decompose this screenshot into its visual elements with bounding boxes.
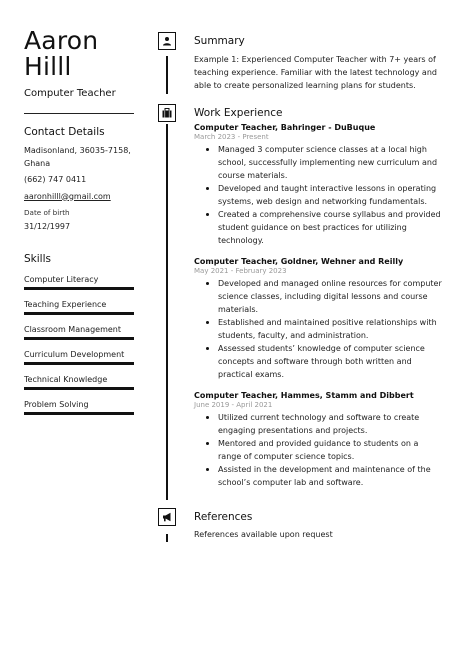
job-bullet: Assessed students’ knowledge of computer science concepts and software through both written and practical exams. [194, 342, 444, 381]
job-dates: June 2019 - April 2021 [194, 401, 273, 409]
job-bullets [194, 277, 444, 381]
left-column [24, 28, 136, 425]
skill-item [24, 350, 136, 365]
skill-label: Problem Solving [24, 400, 89, 409]
job-bullet: Developed and taught interactive lessons in operating systems, web design and networking fundamentals. [194, 182, 444, 208]
first-name: Aaron [24, 26, 99, 55]
skill-label: Classroom Management [24, 325, 121, 334]
skill-bar [24, 362, 134, 365]
job-bullets [194, 411, 444, 489]
skill-label: Teaching Experience [24, 300, 107, 309]
contact-heading: Contact Details [24, 126, 105, 138]
job-bullet: Assisted in the development and maintenance of the school’s computer lab and software. [194, 463, 444, 489]
references-heading: References [194, 511, 253, 523]
skill-item [24, 300, 136, 315]
skill-bar [24, 412, 134, 415]
divider [24, 113, 134, 114]
email-link[interactable]: aaronhilll@gmail.com [24, 191, 111, 201]
job-bullet: Mentored and provided guidance to students on a range of computer science topics. [194, 437, 444, 463]
skill-bar [24, 387, 134, 390]
job-entry [194, 257, 444, 381]
summary-heading: Summary [194, 35, 245, 47]
summary-section [194, 35, 444, 92]
references-section [194, 511, 444, 541]
job-title: Computer Teacher, Goldner, Wehner and Reilly [194, 257, 404, 266]
experience-section [194, 107, 444, 489]
skill-item [24, 325, 136, 340]
job-entry [194, 123, 444, 247]
job-bullet: Managed 3 computer science classes at a local high school, successfully implementing new curriculum and course materials. [194, 143, 444, 182]
skills-heading: Skills [24, 253, 51, 265]
job-entry [194, 391, 444, 489]
skill-bar [24, 287, 134, 290]
experience-heading: Work Experience [194, 107, 283, 119]
contact-details [24, 145, 136, 233]
job-bullet: Created a comprehensive course syllabus and provided student guidance on best practices for utilizing technology. [194, 208, 444, 247]
skill-item [24, 400, 136, 415]
phone: (662) 747 0411 [24, 175, 87, 184]
skill-label: Computer Literacy [24, 275, 99, 284]
dob-label: Date of birth [24, 208, 70, 217]
user-icon [158, 32, 176, 50]
skill-label: Technical Knowledge [24, 375, 108, 384]
last-name: Hilll [24, 52, 72, 81]
skill-item [24, 375, 136, 390]
skill-bar [24, 312, 134, 315]
address: Madisonland, 36035-7158, Ghana [24, 146, 131, 168]
job-bullet: Developed and managed online resources for computer science classes, including digital lessons and course materials. [194, 277, 444, 316]
skill-bar [24, 337, 134, 340]
jobs-list [194, 123, 444, 489]
skill-label: Curriculum Development [24, 350, 125, 359]
timeline-line [166, 124, 168, 500]
job-bullets [194, 143, 444, 247]
megaphone-icon [158, 508, 176, 526]
briefcase-icon [158, 104, 176, 122]
timeline-line [166, 56, 168, 94]
summary-text: Example 1: Experienced Computer Teacher with 7+ years of teaching experience. Familiar with the latest technology and able to create personalized learning plans for students. [194, 55, 437, 90]
references-text: References available upon request [194, 530, 333, 539]
job-title: Computer Teacher, Bahringer - DuBuque [194, 123, 376, 132]
job-bullet: Established and maintained positive relationships with students, faculty, and administration. [194, 316, 444, 342]
skill-item [24, 275, 136, 290]
job-role: Computer Teacher [24, 88, 116, 99]
job-dates: March 2023 - Present [194, 133, 269, 141]
job-title: Computer Teacher, Hammes, Stamm and Dibbert [194, 391, 414, 400]
dob-value: 31/12/1997 [24, 221, 71, 231]
job-bullet: Utilized current technology and software to create engaging presentations and projects. [194, 411, 444, 437]
skills-list [24, 275, 136, 415]
job-dates: May 2021 - February 2023 [194, 267, 287, 275]
timeline-line [166, 534, 168, 542]
